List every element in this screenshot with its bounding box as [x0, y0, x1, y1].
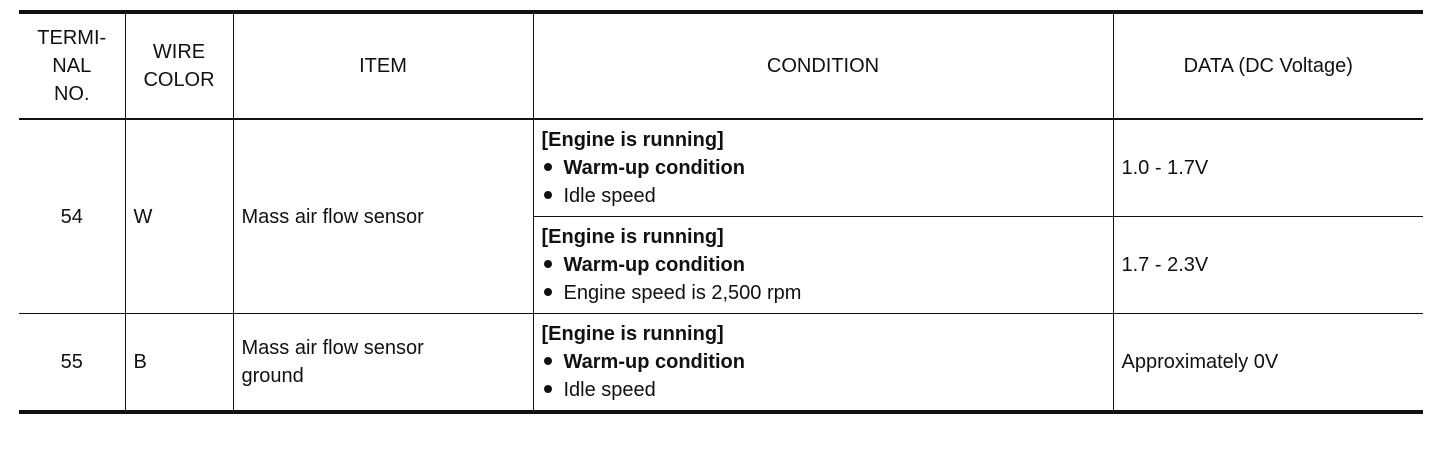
item-line: Mass air flow sensor: [241, 337, 424, 359]
bullet-dot-icon: [544, 163, 552, 171]
wire-color: W: [125, 119, 233, 314]
item-line: Mass air flow sensor: [241, 205, 424, 228]
condition-title: [Engine is running]: [541, 129, 724, 151]
bullet-dot-icon: [544, 357, 552, 365]
bullet-text: Warm-up condition: [563, 254, 745, 276]
condition-cell: [533, 217, 1113, 314]
header-row: [19, 12, 1423, 119]
item-name: [233, 119, 533, 314]
table-row: [19, 119, 1423, 217]
header-terminal-line-3: NO.: [53, 83, 90, 105]
condition-title: [Engine is running]: [541, 323, 724, 345]
wire-color: B: [125, 314, 233, 413]
ecm-terminal-table: [19, 10, 1423, 414]
header-wire-line-1: WIRE: [152, 41, 206, 63]
header-condition: CONDITION: [533, 12, 1113, 119]
bullet-text: Idle speed: [563, 185, 656, 207]
bullet-text: Idle speed: [563, 379, 656, 401]
header-data: DATA (DC Voltage): [1113, 12, 1423, 119]
condition-cell: [533, 314, 1113, 413]
condition-cell: [533, 119, 1113, 217]
condition-bullet: [542, 348, 1105, 376]
data-value: 1.7 - 2.3V: [1113, 217, 1423, 314]
header-wire-line-2: COLOR: [143, 69, 215, 91]
condition-bullet: [542, 182, 1105, 210]
header-wire-color: [125, 12, 233, 119]
item-name: [233, 314, 533, 413]
condition-bullet: [542, 279, 1105, 307]
bullet-dot-icon: [544, 288, 552, 296]
bullet-dot-icon: [544, 260, 552, 268]
condition-bullet: [542, 251, 1105, 279]
data-value: 1.0 - 1.7V: [1113, 119, 1423, 217]
condition-bullet: [542, 154, 1105, 182]
bullet-text: Engine speed is 2,500 rpm: [563, 282, 802, 304]
header-terminal-line-1: TERMI-: [37, 27, 107, 49]
header-terminal-no: [19, 12, 125, 119]
bullet-text: Warm-up condition: [563, 351, 745, 373]
header-item: ITEM: [233, 12, 533, 119]
data-value: Approximately 0V: [1113, 314, 1423, 413]
bullet-dot-icon: [544, 385, 552, 393]
condition-title: [Engine is running]: [541, 226, 724, 248]
bullet-text: Warm-up condition: [563, 157, 745, 179]
condition-bullet: [542, 376, 1105, 404]
table-row: [19, 314, 1423, 413]
header-terminal-line-2: NAL: [52, 55, 92, 77]
terminal-number: 54: [19, 119, 125, 314]
item-line: ground: [241, 365, 304, 387]
bullet-dot-icon: [544, 191, 552, 199]
terminal-number: 55: [19, 314, 125, 413]
